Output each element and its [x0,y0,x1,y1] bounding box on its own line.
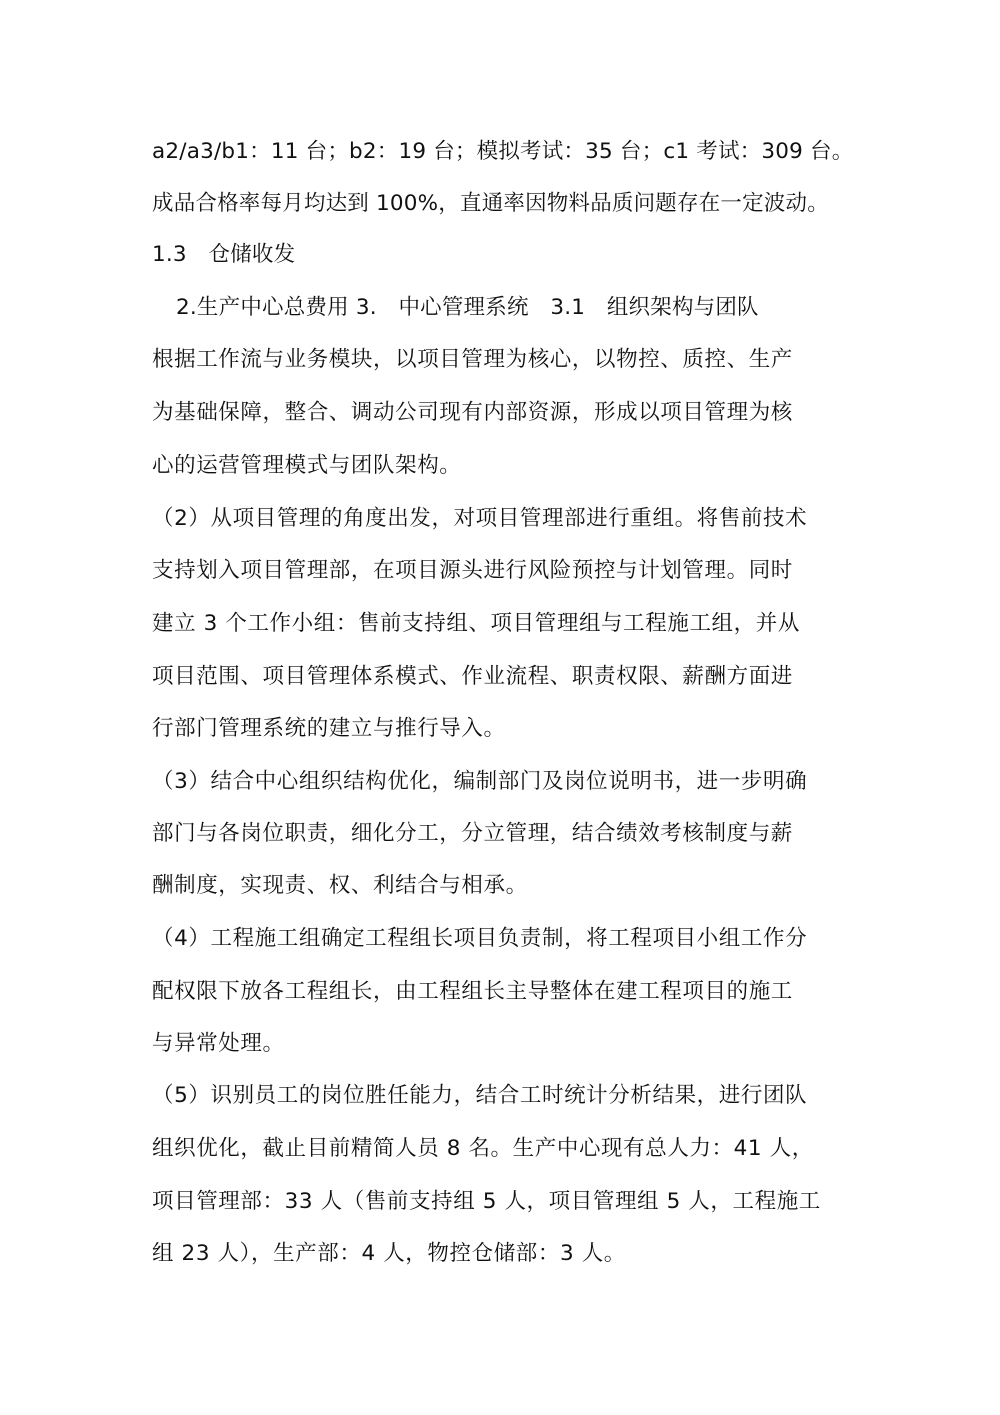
paragraph-line: 配权限下放各工程组长，由工程组长主导整体在建工程项目的施工 [152,979,793,1004]
paragraph-line: 组 23 人），生产部：4 人，物控仓储部：3 人。 [152,1241,626,1266]
paragraph-line: 项目范围、项目管理体系模式、作业流程、职责权限、薪酬方面进 [152,664,793,689]
paragraph-line: 组织优化，截止目前精简人员 8 名。生产中心现有总人力：41 人， [152,1136,814,1161]
stats-line: a2/a3/b1：11 台；b2：19 台；模拟考试：35 台；c1 考试：309 台。 [152,139,854,164]
section-heading-combined: 2.生产中心总费用 3. 中心管理系统 3.1 组织架构与团队 [176,295,759,320]
paragraph-line: 建立 3 个工作小组：售前支持组、项目管理组与工程施工组，并从 [152,611,800,636]
paragraph-line: （2）从项目管理的角度出发，对项目管理部进行重组。将售前技术 [152,506,808,531]
pass-rate-line: 成品合格率每月均达到 100%，直通率因物料品质问题存在一定波动。 [152,191,829,216]
paragraph-line: 与异常处理。 [152,1031,285,1056]
paragraph-line: 为基础保障，整合、调动公司现有内部资源，形成以项目管理为核 [152,400,793,425]
paragraph-line: （4）工程施工组确定工程组长项目负责制，将工程项目小组工作分 [152,926,808,951]
paragraph-line: 根据工作流与业务模块，以项目管理为核心，以物控、质控、生产 [152,347,793,372]
paragraph-line: 部门与各岗位职责，细化分工，分立管理，结合绩效考核制度与薪 [152,821,793,846]
section-heading-1-3: 1.3 仓储收发 [152,242,296,267]
paragraph-line: 行部门管理系统的建立与推行导入。 [152,716,506,741]
paragraph-line: 酬制度，实现责、权、利结合与相承。 [152,873,528,898]
paragraph-line: 支持划入项目管理部，在项目源头进行风险预控与计划管理。同时 [152,558,793,583]
paragraph-line: （3）结合中心组织结构优化，编制部门及岗位说明书，进一步明确 [152,769,808,794]
paragraph-line: （5）识别员工的岗位胜任能力，结合工时统计分析结果，进行团队 [152,1083,808,1108]
paragraph-line: 项目管理部：33 人（售前支持组 5 人，项目管理组 5 人，工程施工 [152,1189,821,1214]
paragraph-line: 心的运营管理模式与团队架构。 [152,453,462,478]
